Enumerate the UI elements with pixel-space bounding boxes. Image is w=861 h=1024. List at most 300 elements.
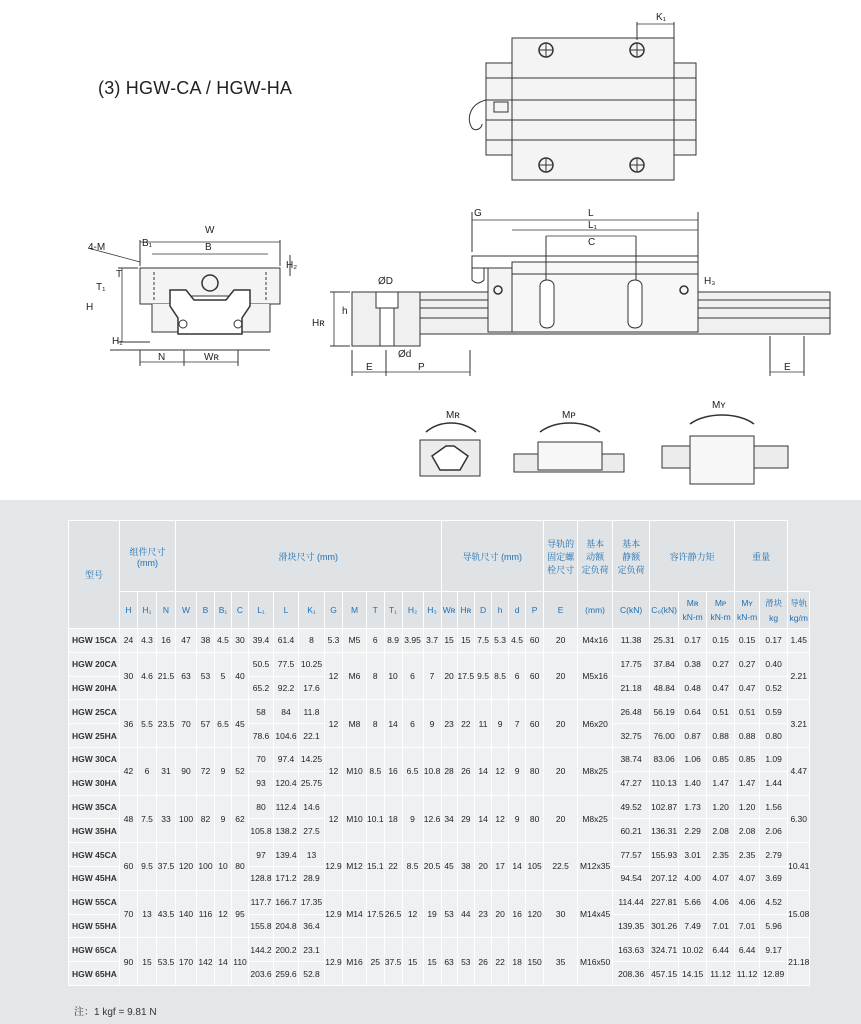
- table-cell: HGW 30HA: [69, 771, 120, 795]
- table-cell: 0.15: [707, 629, 735, 653]
- table-cell: 5.3: [492, 629, 509, 653]
- table-cell: 117.7: [249, 890, 274, 914]
- table-cell: 58: [249, 700, 274, 724]
- table-cell: 45: [232, 700, 249, 748]
- moment-unit: kN-m: [682, 612, 703, 622]
- table-cell: 2.35: [707, 843, 735, 867]
- header-block: 滑块尺寸 (mm): [176, 521, 442, 592]
- table-cell: 77.5: [274, 652, 299, 676]
- table-cell: 12.9: [325, 938, 343, 986]
- table-cell: 20: [492, 890, 509, 938]
- table-cell: M10: [343, 747, 367, 795]
- table-cell: 20.5: [423, 843, 441, 891]
- table-cell: M6x20: [578, 700, 613, 748]
- table-cell: 63: [441, 938, 457, 986]
- table-cell: 6.44: [707, 938, 735, 962]
- table-cell: 28.9: [299, 866, 325, 890]
- table-cell: 25: [367, 938, 385, 986]
- table-cell: 110: [232, 938, 249, 986]
- table-cell: 60: [526, 700, 544, 748]
- table-cell: 20: [544, 795, 578, 843]
- table-cell: 116: [197, 890, 215, 938]
- table-cell: 105.8: [249, 819, 274, 843]
- table-cell: 0.52: [760, 676, 788, 700]
- label-h: H: [86, 302, 94, 313]
- table-cell: 83.06: [650, 747, 679, 771]
- table-cell: HGW 15CA: [69, 629, 120, 653]
- table-cell: 7: [509, 700, 526, 748]
- table-cell: 170: [176, 938, 197, 986]
- table-cell: M5x16: [578, 652, 613, 700]
- table-cell: 1.20: [707, 795, 735, 819]
- table-cell: 4.5: [509, 629, 526, 653]
- column-header: B₁: [215, 592, 232, 629]
- table-cell: M16x50: [578, 938, 613, 986]
- table-cell: 2.21: [788, 652, 810, 700]
- table-cell: 82: [197, 795, 215, 843]
- table-cell: 12.9: [325, 843, 343, 891]
- label-od-big: ØD: [378, 276, 393, 287]
- table-cell: 22: [384, 843, 402, 891]
- table-cell: 0.27: [707, 652, 735, 676]
- table-cell: HGW 35HA: [69, 819, 120, 843]
- table-cell: 11.8: [299, 700, 325, 724]
- table-cell: 6.5: [402, 747, 423, 795]
- moment-unit: kN-m: [710, 612, 731, 622]
- table-cell: 17.35: [299, 890, 325, 914]
- table-cell: 44: [457, 890, 475, 938]
- header-weight: 重量: [735, 521, 788, 592]
- table-cell: 17: [492, 843, 509, 891]
- table-cell: 12: [325, 795, 343, 843]
- table-cell: 23: [441, 700, 457, 748]
- column-header: h: [492, 592, 509, 629]
- column-header: L: [274, 592, 299, 629]
- table-cell: 1.73: [679, 795, 707, 819]
- table-cell: 80: [249, 795, 274, 819]
- table-cell: 37.5: [157, 843, 176, 891]
- table-cell: 6: [138, 747, 157, 795]
- table-cell: 17.5: [367, 890, 385, 938]
- table-cell: 60: [526, 629, 544, 653]
- label-t1: T₁: [96, 282, 106, 293]
- label-g: G: [474, 208, 482, 219]
- table-cell: 14: [384, 700, 402, 748]
- table-cell: 4.07: [735, 866, 760, 890]
- column-header: (mm): [578, 592, 613, 629]
- table-cell: 28: [441, 747, 457, 795]
- table-cell: 155.93: [650, 843, 679, 867]
- table-cell: 139.4: [274, 843, 299, 867]
- table-cell: 100: [197, 843, 215, 891]
- table-cell: 90: [176, 747, 197, 795]
- table-cell: 5.96: [760, 914, 788, 938]
- table-cell: 38.74: [613, 747, 650, 771]
- table-cell: 2.08: [735, 819, 760, 843]
- header-model: 型号: [69, 521, 120, 629]
- table-cell: 120.4: [274, 771, 299, 795]
- table-cell: 2.79: [760, 843, 788, 867]
- label-my: Mʏ: [712, 400, 726, 411]
- header-static-load: 基本 静额 定负荷: [613, 521, 650, 592]
- table-cell: 90: [120, 938, 138, 986]
- front-view: [88, 240, 290, 366]
- table-cell: 301.26: [650, 914, 679, 938]
- table-cell: HGW 20HA: [69, 676, 120, 700]
- table-cell: 1.09: [760, 747, 788, 771]
- table-cell: 19: [423, 890, 441, 938]
- label-b1: B₁: [142, 238, 153, 249]
- table-cell: 48: [120, 795, 138, 843]
- label-p: P: [418, 362, 425, 373]
- table-cell: 142: [197, 938, 215, 986]
- table-cell: 128.8: [249, 866, 274, 890]
- table-cell: HGW 25CA: [69, 700, 120, 724]
- column-header: T₁: [384, 592, 402, 629]
- column-header: M: [343, 592, 367, 629]
- table-cell: 56.19: [650, 700, 679, 724]
- table-cell: 40: [232, 652, 249, 700]
- table-cell: 18: [384, 795, 402, 843]
- table-cell: 17.6: [299, 676, 325, 700]
- table-cell: 457.15: [650, 962, 679, 986]
- table-cell: 105: [526, 843, 544, 891]
- table-cell: 12: [325, 652, 343, 700]
- label-h2: H₂: [286, 260, 298, 271]
- table-cell: 7.5: [138, 795, 157, 843]
- spec-table: [68, 520, 810, 986]
- table-cell: 10.8: [423, 747, 441, 795]
- table-cell: 9: [509, 747, 526, 795]
- table-cell: 25.31: [650, 629, 679, 653]
- label-h1: H₁: [112, 336, 123, 347]
- table-cell: 31: [157, 747, 176, 795]
- table-cell: 227.81: [650, 890, 679, 914]
- table-cell: 53: [197, 652, 215, 700]
- label-h-small: h: [342, 306, 348, 317]
- table-cell: 171.2: [274, 866, 299, 890]
- table-cell: 30: [120, 652, 138, 700]
- table-cell: 7: [423, 652, 441, 700]
- column-header: K₁: [299, 592, 325, 629]
- table-cell: HGW 20CA: [69, 652, 120, 676]
- table-cell: 100: [176, 795, 197, 843]
- table-cell: 36: [120, 700, 138, 748]
- table-cell: HGW 25HA: [69, 724, 120, 748]
- table-cell: 16: [509, 890, 526, 938]
- table-cell: 23.5: [157, 700, 176, 748]
- table-cell: 15.1: [367, 843, 385, 891]
- table-cell: 20: [544, 629, 578, 653]
- table-cell: 22: [492, 938, 509, 986]
- table-cell: 0.80: [760, 724, 788, 748]
- table-cell: 2.35: [735, 843, 760, 867]
- table-cell: 200.2: [274, 938, 299, 962]
- table-cell: 16: [157, 629, 176, 653]
- table-cell: 61.4: [274, 629, 299, 653]
- table-cell: 14: [509, 843, 526, 891]
- table-cell: 136.31: [650, 819, 679, 843]
- page-title: (3) HGW-CA / HGW-HA: [98, 78, 293, 98]
- table-cell: 10.25: [299, 652, 325, 676]
- table-cell: 23: [475, 890, 492, 938]
- table-cell: 10.1: [367, 795, 385, 843]
- table-cell: 3.7: [423, 629, 441, 653]
- table-cell: 10.02: [679, 938, 707, 962]
- table-cell: 15: [457, 629, 475, 653]
- table-cell: 12.6: [423, 795, 441, 843]
- header-rail: 导轨尺寸 (mm): [441, 521, 544, 592]
- table-cell: 12: [325, 700, 343, 748]
- table-cell: 0.87: [679, 724, 707, 748]
- table-cell: M14: [343, 890, 367, 938]
- table-cell: HGW 45HA: [69, 866, 120, 890]
- table-cell: 14: [215, 938, 232, 986]
- table-cell: 104.6: [274, 724, 299, 748]
- table-cell: 60: [526, 652, 544, 700]
- label-hr: Hʀ: [312, 318, 325, 329]
- table-cell: 26: [457, 747, 475, 795]
- table-cell: 84: [274, 700, 299, 724]
- table-cell: 0.85: [707, 747, 735, 771]
- table-cell: HGW 35CA: [69, 795, 120, 819]
- table-cell: 30: [232, 629, 249, 653]
- table-cell: 53: [441, 890, 457, 938]
- table-cell: 120: [176, 843, 197, 891]
- table-cell: 22.1: [299, 724, 325, 748]
- table-row: [69, 652, 810, 676]
- table-cell: HGW 55HA: [69, 914, 120, 938]
- table-cell: 0.15: [735, 629, 760, 653]
- table-cell: M6: [343, 652, 367, 700]
- table-cell: 139.35: [613, 914, 650, 938]
- table-cell: 72: [197, 747, 215, 795]
- table-cell: 6.5: [215, 700, 232, 748]
- table-cell: 38: [457, 843, 475, 891]
- table-cell: 21.5: [157, 652, 176, 700]
- table-cell: M8: [343, 700, 367, 748]
- table-cell: 0.40: [760, 652, 788, 676]
- table-cell: 1.47: [707, 771, 735, 795]
- label-k1: K₁: [656, 12, 667, 23]
- table-cell: 208.36: [613, 962, 650, 986]
- table-cell: 112.4: [274, 795, 299, 819]
- table-cell: 12: [402, 890, 423, 938]
- table-cell: 12: [325, 747, 343, 795]
- table-cell: 12: [492, 747, 509, 795]
- table-cell: 49.52: [613, 795, 650, 819]
- table-cell: 53: [457, 938, 475, 986]
- table-cell: 4.6: [138, 652, 157, 700]
- moment-symbol: Mᴘ: [714, 598, 727, 608]
- table-cell: 0.17: [679, 629, 707, 653]
- table-cell: 14: [475, 747, 492, 795]
- weight-unit: kg: [769, 613, 779, 623]
- label-l: L: [588, 208, 594, 219]
- table-cell: 9: [423, 700, 441, 748]
- table-cell: 4.47: [788, 747, 810, 795]
- column-header: N: [157, 592, 176, 629]
- table-cell: 204.8: [274, 914, 299, 938]
- table-cell: HGW 45CA: [69, 843, 120, 867]
- table-cell: 47.27: [613, 771, 650, 795]
- table-cell: 3.01: [679, 843, 707, 867]
- table-cell: 140: [176, 890, 197, 938]
- table-cell: 94.54: [613, 866, 650, 890]
- table-cell: 11: [475, 700, 492, 748]
- header-rail-bolt: 导轨的 固定螺 栓尺寸: [544, 521, 578, 592]
- moment-unit: kN-m: [736, 612, 758, 622]
- table-cell: 2.29: [679, 819, 707, 843]
- label-od-small: Ød: [398, 349, 412, 360]
- table-cell: 8.5: [402, 843, 423, 891]
- table-cell: 4.06: [707, 890, 735, 914]
- table-cell: 1.45: [788, 629, 810, 653]
- table-cell: M4x16: [578, 629, 613, 653]
- table-row: [69, 843, 810, 867]
- table-cell: M5: [343, 629, 367, 653]
- table-cell: 7.5: [475, 629, 492, 653]
- label-h3: H₃: [704, 276, 716, 287]
- column-header: [788, 592, 810, 629]
- table-cell: 8.5: [492, 652, 509, 700]
- table-cell: 47: [176, 629, 197, 653]
- table-cell: 5.3: [325, 629, 343, 653]
- table-cell: 57: [197, 700, 215, 748]
- table-cell: 324.71: [650, 938, 679, 962]
- table-cell: 138.2: [274, 819, 299, 843]
- table-cell: 14.6: [299, 795, 325, 819]
- table-cell: 9: [402, 795, 423, 843]
- table-cell: 60: [120, 843, 138, 891]
- table-cell: 20: [441, 652, 457, 700]
- table-cell: 0.64: [679, 700, 707, 724]
- label-b: B: [205, 242, 212, 253]
- table-cell: 29: [457, 795, 475, 843]
- table-cell: 8: [299, 629, 325, 653]
- table-cell: 259.6: [274, 962, 299, 986]
- table-cell: 22: [457, 700, 475, 748]
- table-cell: 7.01: [735, 914, 760, 938]
- label-mr: Mʀ: [446, 410, 460, 421]
- table-cell: 33: [157, 795, 176, 843]
- table-cell: 70: [249, 747, 274, 771]
- table-cell: 15: [138, 938, 157, 986]
- table-cell: M8x25: [578, 795, 613, 843]
- table-cell: 120: [526, 890, 544, 938]
- table-cell: 4.00: [679, 866, 707, 890]
- label-l1: L₁: [588, 220, 597, 231]
- column-header: L₁: [249, 592, 274, 629]
- table-cell: 15: [441, 629, 457, 653]
- table-cell: HGW 65CA: [69, 938, 120, 962]
- table-cell: 4.3: [138, 629, 157, 653]
- table-cell: 4.52: [760, 890, 788, 914]
- table-cell: 27.5: [299, 819, 325, 843]
- table-cell: 110.13: [650, 771, 679, 795]
- table-cell: HGW 55CA: [69, 890, 120, 914]
- label-c: C: [588, 237, 596, 248]
- table-cell: M12x35: [578, 843, 613, 891]
- table-cell: 45: [441, 843, 457, 891]
- table-cell: 80: [526, 795, 544, 843]
- weight-sub: 导轨: [790, 598, 808, 608]
- table-cell: 0.17: [760, 629, 788, 653]
- table-cell: 0.48: [679, 676, 707, 700]
- table-cell: M16: [343, 938, 367, 986]
- table-cell: 11.12: [707, 962, 735, 986]
- table-cell: 114.44: [613, 890, 650, 914]
- table-cell: 144.2: [249, 938, 274, 962]
- drawing-svg: [0, 0, 861, 500]
- table-cell: 8.5: [367, 747, 385, 795]
- moment-icons: [420, 415, 788, 484]
- table-cell: 11.38: [613, 629, 650, 653]
- column-header: C: [232, 592, 249, 629]
- table-cell: 23.1: [299, 938, 325, 962]
- table-cell: 92.2: [274, 676, 299, 700]
- label-wr: Wʀ: [204, 352, 219, 363]
- table-cell: 0.88: [707, 724, 735, 748]
- table-cell: 26.48: [613, 700, 650, 724]
- table-cell: 7.01: [707, 914, 735, 938]
- column-header: E: [544, 592, 578, 629]
- header-dynamic-load: 基本 动额 定负荷: [578, 521, 613, 592]
- table-cell: M10: [343, 795, 367, 843]
- table-cell: 14.15: [679, 962, 707, 986]
- column-header: H: [120, 592, 138, 629]
- table-cell: 9.5: [138, 843, 157, 891]
- table-cell: 36.4: [299, 914, 325, 938]
- table-cell: 5.5: [138, 700, 157, 748]
- weight-unit: kg/m: [789, 613, 808, 623]
- table-cell: 21.18: [613, 676, 650, 700]
- table-cell: 80: [232, 843, 249, 891]
- table-cell: 5: [215, 652, 232, 700]
- column-header: Wʀ: [441, 592, 457, 629]
- table-cell: 70: [120, 890, 138, 938]
- table-cell: 21.18: [788, 938, 810, 986]
- table-cell: 102.87: [650, 795, 679, 819]
- label-e: E: [366, 362, 373, 373]
- table-cell: 1.44: [760, 771, 788, 795]
- table-cell: 0.27: [735, 652, 760, 676]
- table-cell: 2.06: [760, 819, 788, 843]
- header-assembly: 组件尺寸 (mm): [120, 521, 176, 592]
- table-cell: 14: [475, 795, 492, 843]
- table-cell: 8: [367, 652, 385, 700]
- table-cell: 15.08: [788, 890, 810, 938]
- table-row: [69, 747, 810, 771]
- table-cell: 1.47: [735, 771, 760, 795]
- label-n: N: [158, 352, 166, 363]
- table-cell: 3.95: [402, 629, 423, 653]
- top-view: [469, 22, 696, 180]
- table-cell: 12: [492, 795, 509, 843]
- label-w: W: [205, 225, 215, 236]
- table-cell: 77.57: [613, 843, 650, 867]
- table-cell: 26.5: [384, 890, 402, 938]
- table-cell: 37.84: [650, 652, 679, 676]
- table-cell: 22.5: [544, 843, 578, 891]
- table-cell: 26: [475, 938, 492, 986]
- column-header: C₀(kN): [650, 592, 679, 629]
- column-header: C(kN): [613, 592, 650, 629]
- table-cell: 4.5: [215, 629, 232, 653]
- table-cell: 52: [232, 747, 249, 795]
- table-row: [69, 629, 810, 653]
- table-cell: 76.00: [650, 724, 679, 748]
